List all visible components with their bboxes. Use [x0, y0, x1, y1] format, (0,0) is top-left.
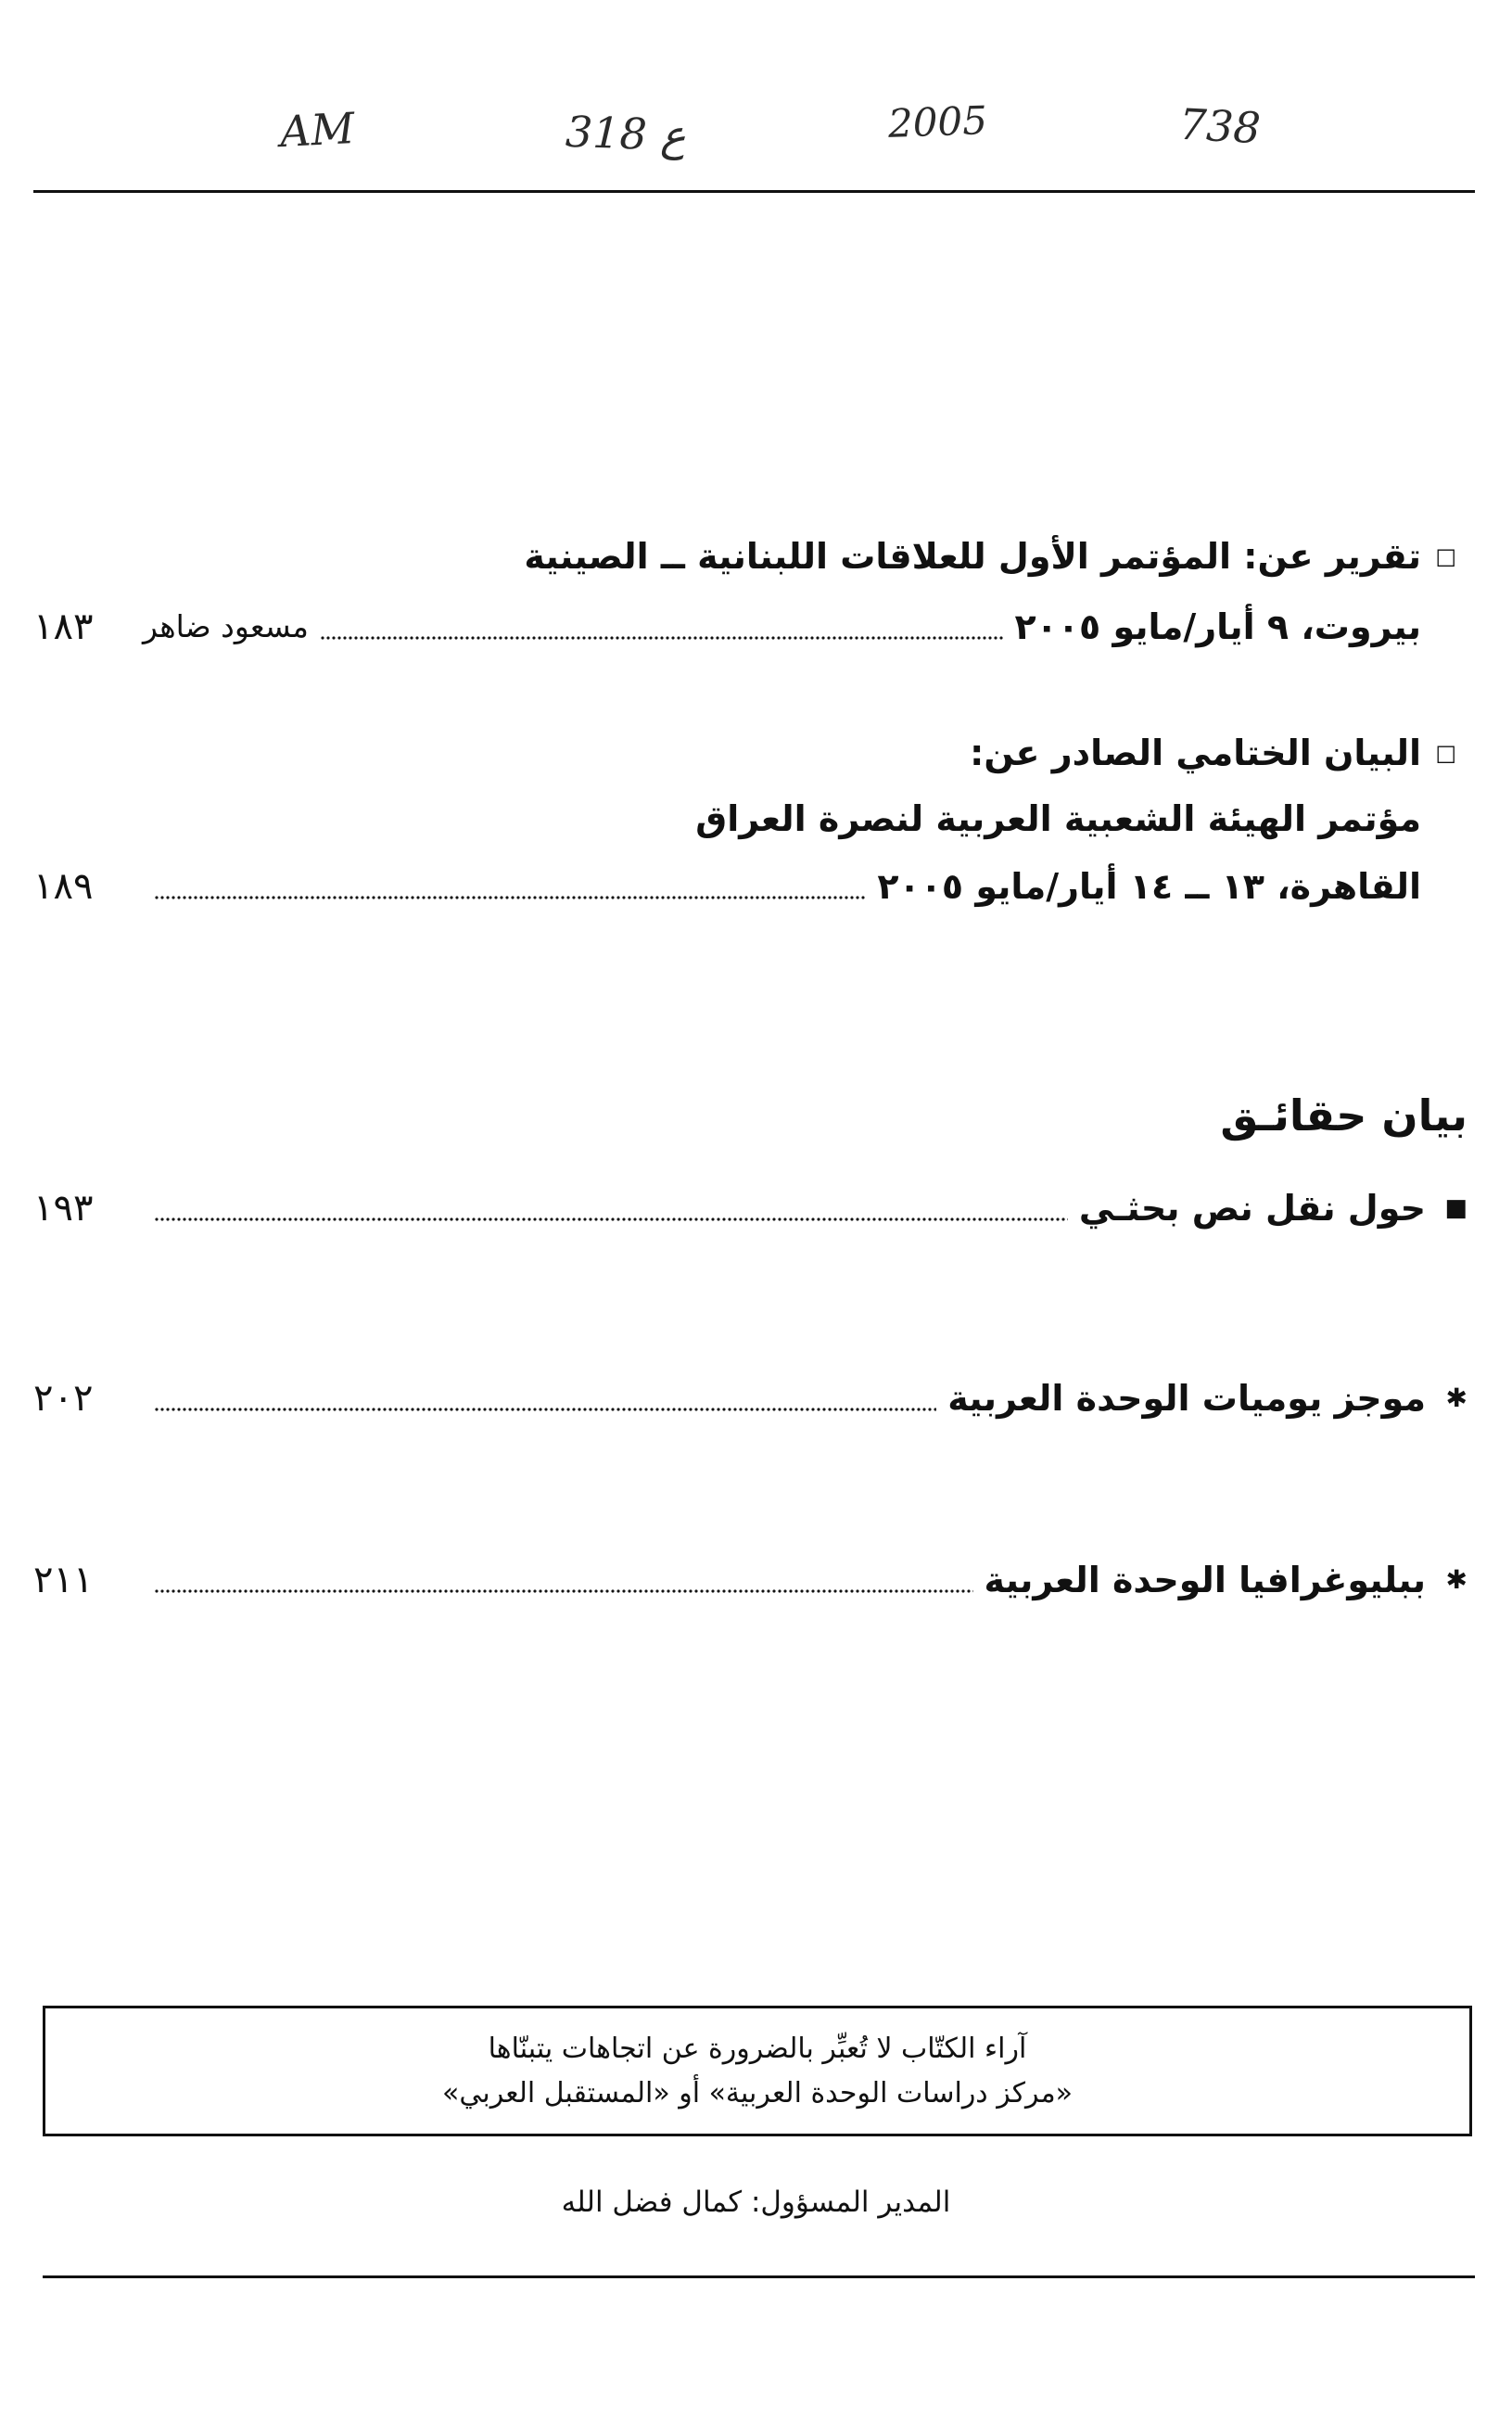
toc-entry-title: البيان الختامي الصادر عن:	[970, 733, 1421, 773]
toc-entry-line	[33, 791, 1456, 847]
toc-entry-author: مسعود ضاهر	[143, 608, 309, 644]
toc-entry-page-number: ٢١١	[33, 1559, 94, 1601]
toc-entry-title: ببليوغرافيا الوحدة العربية	[984, 1560, 1426, 1600]
filled-square-bullet-icon: ■	[1444, 1194, 1468, 1222]
toc-entry-page-number: ٢٠٢	[33, 1377, 94, 1420]
toc-entry-page-number: ١٨٣	[33, 605, 94, 648]
handwritten-mark-number: 738	[1177, 98, 1263, 154]
bottom-divider	[43, 2275, 1475, 2278]
open-square-bullet-icon: □	[1435, 740, 1456, 766]
open-square-bullet-icon: □	[1435, 543, 1456, 569]
handwritten-mark-am: AM	[278, 102, 356, 158]
dot-leader	[154, 895, 866, 900]
disclaimer-line: آراء الكتّاب لا تُعبِّر بالضرورة عن اتجاهات يتبنّاها	[488, 2033, 1027, 2065]
handwritten-mark-shelf-code: 318 ع	[565, 106, 687, 161]
toc-entry-line	[33, 599, 1456, 655]
dot-leader	[154, 1217, 1068, 1222]
toc-entry-page-number: ١٨٩	[33, 865, 94, 908]
toc-entry-line	[33, 859, 1456, 914]
toc-entry-line	[33, 725, 1456, 781]
managing-director-credit: المدير المسؤول: كمال فضل الله	[561, 2186, 951, 2219]
asterisk-bullet-icon: ✱	[1445, 1564, 1468, 1595]
toc-entry-title: حول نقل نص بحثـي	[1078, 1188, 1426, 1229]
dot-leader	[320, 635, 1003, 641]
handwritten-mark-year: 2005	[887, 97, 988, 147]
toc-entry-page-number: ١٩٣	[33, 1187, 94, 1230]
top-divider	[33, 190, 1475, 193]
toc-entry-line	[33, 1370, 1468, 1426]
dot-leader	[154, 1407, 936, 1412]
toc-entry-line	[33, 1180, 1468, 1236]
dot-leader	[154, 1588, 973, 1594]
toc-entry-line	[33, 529, 1456, 584]
toc-entry-title: موجز يوميات الوحدة العربية	[947, 1378, 1426, 1419]
disclaimer-line: «مركز دراسات الوحدة العربية» أو «المستقبل العربي»	[441, 2077, 1074, 2109]
asterisk-bullet-icon: ✱	[1445, 1383, 1468, 1413]
toc-entry-subtitle: مؤتمر الهيئة الشعبية العربية لنصرة العراق	[695, 798, 1421, 839]
toc-entry-subtitle: القاهرة، ١٣ ــ ١٤ أيار/مايو ٢٠٠٥	[877, 866, 1421, 907]
toc-entry-title: تقرير عن: المؤتمر الأول للعلاقات اللبنانية ــ الصينية	[524, 536, 1421, 577]
disclaimer-box	[43, 2006, 1472, 2136]
section-heading: بيان حقائـق	[1220, 1090, 1468, 1141]
toc-entry-line	[33, 1552, 1468, 1608]
toc-entry-subtitle: بيروت، ٩ أيار/مايو ٢٠٠٥	[1014, 606, 1421, 647]
